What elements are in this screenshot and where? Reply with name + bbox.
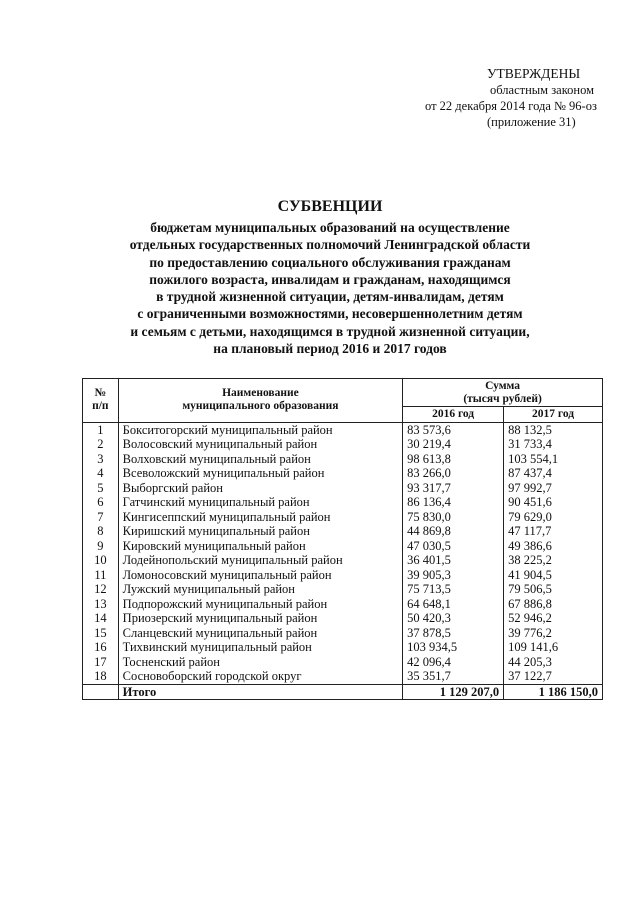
table-row	[83, 611, 603, 626]
row-value-2017: 44 205,3	[504, 655, 603, 670]
row-number: 13	[83, 597, 119, 612]
table-row	[83, 553, 603, 568]
table-row	[83, 539, 603, 554]
total-row	[83, 684, 603, 700]
approval-appendix: (приложение 31)	[487, 115, 576, 129]
row-number: 12	[83, 582, 119, 597]
row-value-2016: 47 030,5	[403, 539, 504, 554]
row-name: Подпорожский муниципальный район	[118, 597, 402, 612]
title-subtitle	[60, 219, 600, 357]
row-number: 17	[83, 655, 119, 670]
row-value-2016: 37 878,5	[403, 626, 504, 641]
document-title	[60, 197, 600, 357]
row-value-2017: 67 886,8	[504, 597, 603, 612]
header-name: Наименование муниципального образования	[118, 379, 402, 423]
row-value-2016: 83 266,0	[403, 466, 504, 481]
row-name: Всеволожский муниципальный район	[118, 466, 402, 481]
table-row	[83, 582, 603, 597]
row-value-2017: 103 554,1	[504, 452, 603, 467]
row-number: 14	[83, 611, 119, 626]
row-value-2017: 97 992,7	[504, 481, 603, 496]
total-number-cell	[83, 684, 119, 700]
row-number: 6	[83, 495, 119, 510]
row-name: Сланцевский муниципальный район	[118, 626, 402, 641]
row-number: 18	[83, 669, 119, 684]
row-name: Тосненский район	[118, 655, 402, 670]
row-name: Приозерский муниципальный район	[118, 611, 402, 626]
row-value-2016: 75 713,5	[403, 582, 504, 597]
table-row	[83, 481, 603, 496]
table-row	[83, 422, 603, 437]
row-value-2016: 86 136,4	[403, 495, 504, 510]
row-value-2017: 38 225,2	[504, 553, 603, 568]
total-2016: 1 129 207,0	[403, 684, 504, 700]
row-value-2017: 109 141,6	[504, 640, 603, 655]
row-number: 10	[83, 553, 119, 568]
row-value-2016: 83 573,6	[403, 422, 504, 437]
table-body	[83, 422, 603, 684]
row-name: Тихвинский муниципальный район	[118, 640, 402, 655]
table-row	[83, 510, 603, 525]
table-row	[83, 495, 603, 510]
title-line: в трудной жизненной ситуации, детям-инвалидам, детям	[156, 289, 504, 305]
row-number: 9	[83, 539, 119, 554]
row-value-2017: 41 904,5	[504, 568, 603, 583]
table-row	[83, 568, 603, 583]
subventions-table	[82, 378, 603, 700]
title-line: с ограниченными возможностями, несовершеннолетним детям	[137, 306, 523, 322]
row-number: 7	[83, 510, 119, 525]
approval-date: от 22 декабря 2014 года № 96-оз	[425, 99, 597, 113]
total-2017: 1 186 150,0	[504, 684, 603, 700]
row-name: Волховский муниципальный район	[118, 452, 402, 467]
row-value-2017: 79 506,5	[504, 582, 603, 597]
row-name: Кингисеппский муниципальный район	[118, 510, 402, 525]
row-number: 15	[83, 626, 119, 641]
row-value-2016: 93 317,7	[403, 481, 504, 496]
table-row	[83, 524, 603, 539]
row-value-2016: 30 219,4	[403, 437, 504, 452]
row-value-2017: 87 437,4	[504, 466, 603, 481]
header-year-2016: 2016 год	[403, 407, 504, 423]
table-row	[83, 597, 603, 612]
row-number: 8	[83, 524, 119, 539]
row-value-2016: 98 613,8	[403, 452, 504, 467]
title-line: и семьям с детьми, находящимся в трудной жизненной ситуации,	[130, 323, 530, 339]
row-number: 16	[83, 640, 119, 655]
row-value-2017: 37 122,7	[504, 669, 603, 684]
total-label: Итого	[118, 684, 402, 700]
row-name: Ломоносовский муниципальный район	[118, 568, 402, 583]
row-name: Бокситогорский муниципальный район	[118, 422, 402, 437]
row-name: Лужский муниципальный район	[118, 582, 402, 597]
row-name: Киришский муниципальный район	[118, 524, 402, 539]
table-row	[83, 626, 603, 641]
title-line: по предоставлению социального обслуживания гражданам	[149, 254, 511, 270]
row-value-2016: 35 351,7	[403, 669, 504, 684]
approval-stamp	[425, 66, 625, 130]
title-line: отдельных государственных полномочий Ленинградской области	[129, 237, 531, 253]
table-row	[83, 452, 603, 467]
header-year-2017: 2017 год	[504, 407, 603, 423]
table-row	[83, 655, 603, 670]
row-value-2016: 36 401,5	[403, 553, 504, 568]
row-value-2017: 39 776,2	[504, 626, 603, 641]
row-value-2017: 49 386,6	[504, 539, 603, 554]
table-row	[83, 669, 603, 684]
row-value-2016: 44 869,8	[403, 524, 504, 539]
row-name: Выборгский район	[118, 481, 402, 496]
row-name: Гатчинский муниципальный район	[118, 495, 402, 510]
table-row	[83, 437, 603, 452]
row-value-2017: 88 132,5	[504, 422, 603, 437]
title-line: на плановый период 2016 и 2017 годов	[213, 341, 447, 357]
header-sum: Сумма (тысяч рублей)	[403, 379, 603, 407]
row-number: 4	[83, 466, 119, 481]
row-name: Кировский муниципальный район	[118, 539, 402, 554]
row-value-2017: 52 946,2	[504, 611, 603, 626]
approval-heading: УТВЕРЖДЕНЫ	[487, 66, 581, 81]
title-line: бюджетам муниципальных образований на осуществление	[150, 220, 510, 235]
title-line: пожилого возраста, инвалидам и гражданам, находящимся	[149, 271, 511, 287]
row-number: 5	[83, 481, 119, 496]
row-number: 3	[83, 452, 119, 467]
approval-law: областным законом	[490, 83, 595, 97]
row-value-2017: 31 733,4	[504, 437, 603, 452]
row-name: Сосновоборский городской округ	[118, 669, 402, 684]
row-value-2017: 79 629,0	[504, 510, 603, 525]
title-main: СУБВЕНЦИИ	[277, 198, 383, 215]
table-row	[83, 640, 603, 655]
header-number: № п/п	[83, 379, 119, 423]
table-row	[83, 466, 603, 481]
row-number: 11	[83, 568, 119, 583]
row-name: Лодейнопольский муниципальный район	[118, 553, 402, 568]
row-value-2016: 64 648,1	[403, 597, 504, 612]
row-name: Волосовский муниципальный район	[118, 437, 402, 452]
row-value-2016: 50 420,3	[403, 611, 504, 626]
row-value-2017: 47 117,7	[504, 524, 603, 539]
row-value-2016: 103 934,5	[403, 640, 504, 655]
row-number: 1	[83, 422, 119, 437]
row-value-2016: 42 096,4	[403, 655, 504, 670]
row-number: 2	[83, 437, 119, 452]
row-value-2017: 90 451,6	[504, 495, 603, 510]
row-value-2016: 75 830,0	[403, 510, 504, 525]
row-value-2016: 39 905,3	[403, 568, 504, 583]
